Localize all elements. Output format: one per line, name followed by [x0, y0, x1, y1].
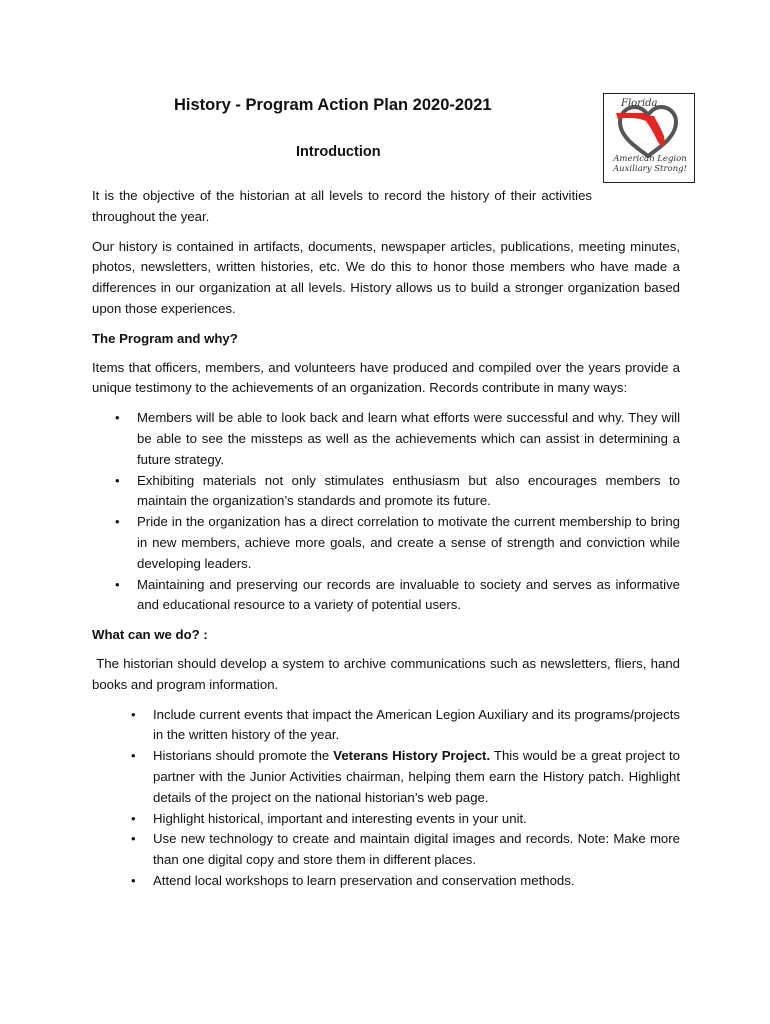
bullet-icon: •: [131, 810, 136, 826]
todo-paragraph: The historian should develop a system to archive communications such as newsletters, fliers, hand books and program information.: [92, 655, 684, 692]
list-item: • Include current events that impact the American Legion Auxiliary and its programs/projects in the written history of the year.: [131, 706, 680, 743]
heading-program-and-why: The Program and why?: [92, 330, 238, 346]
page-title: History - Program Action Plan 2020-2021: [174, 96, 492, 114]
document-body: [92, 186, 684, 901]
bullet-icon: •: [131, 831, 136, 847]
section-title-introduction: Introduction: [296, 144, 381, 160]
bullet-icon: •: [115, 472, 120, 488]
heading-what-can-we-do: What can we do? :: [92, 627, 208, 643]
logo-text-bottom: [608, 154, 692, 174]
florida-ala-logo: [603, 93, 695, 183]
veterans-history-project-emphasis: Veterans History Project.: [333, 748, 491, 764]
list-item: • Pride in the organization has a direct correlation to motivate the current membership to bring in new members, achieve more goals, and create a sense of strength and conviction while developing leaders.: [115, 514, 680, 571]
list-item: • Attend local workshops to learn preservation and conservation methods.: [153, 871, 680, 892]
intro-paragraph-1: It is the objective of the historian at all levels to record the history of their activities throughout the year.: [92, 188, 592, 224]
bullet-icon: •: [115, 576, 120, 592]
bullet-icon: •: [131, 872, 136, 888]
program-paragraph: Items that officers, members, and volunteers have produced and compiled over the years provide a unique testimony to the achievements of an organization. Records contribute in many ways:: [92, 359, 680, 396]
list-item: • Exhibiting materials not only stimulates enthusiasm but also encourages members to maintain the organization’s standards and promote its future.: [115, 472, 680, 509]
program-bullet-list: [92, 408, 680, 616]
intro-paragraph-2: Our history is contained in artifacts, documents, newspaper articles, publications, meeting minutes, photos, newsletters, written histories, etc. We do this to honor those members who have made a differences in our organization at all levels. History allows us to build a stronger organization based upon those experiences.: [92, 238, 680, 316]
todo-bullet-list: [92, 705, 680, 892]
list-item: • Highlight historical, important and interesting events in your unit.: [153, 809, 680, 830]
bullet-icon: •: [115, 410, 120, 426]
bullet-icon: •: [131, 706, 136, 722]
list-item: • Members will be able to look back and learn what efforts were successful and why. They will be able to see the missteps as well as the achievements which can assist in determining a future strategy.: [115, 410, 680, 467]
list-item: • Historians should promote the Veterans History Project. This would be a great project to partner with the Junior Activities chairman, helping them earn the History patch. Highlight details of the project on the national historian’s web page.: [131, 748, 681, 805]
bullet-icon: •: [115, 514, 120, 530]
logo-text-line2: Auxiliary Strong!: [613, 164, 687, 174]
list-item: • Use new technology to create and maintain digital images and records. Note: Make more than one digital copy and store them in different places.: [131, 831, 680, 868]
logo-text-line1: American Legion: [613, 154, 687, 164]
bullet-icon: •: [131, 748, 136, 764]
logo-text-florida: Florida: [621, 98, 658, 109]
list-item: • Maintaining and preserving our records are invaluable to society and serves as informative and educational resource to a variety of potential users.: [115, 576, 680, 613]
